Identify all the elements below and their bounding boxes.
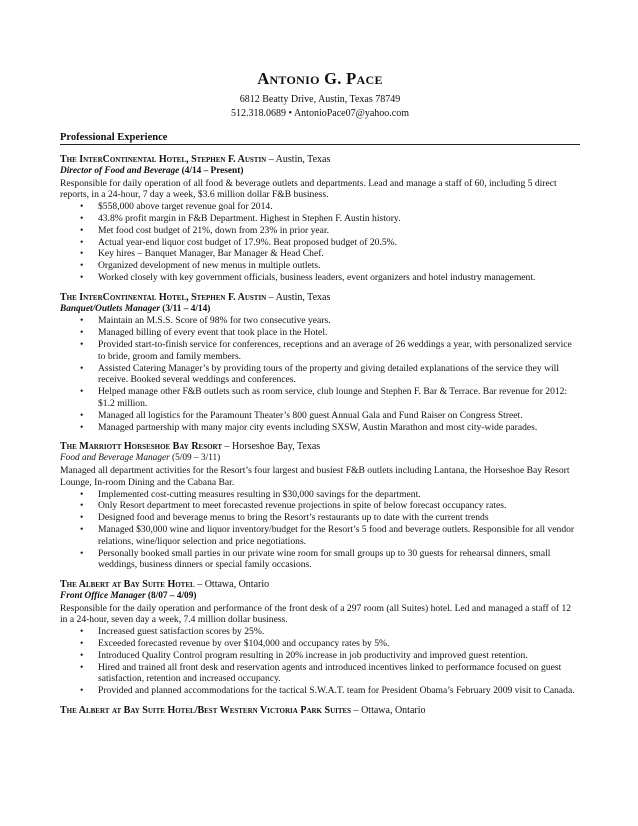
resume-page: [60, 0, 580, 717]
achievement-item: • $558,000 above target revenue goal for 2014.: [98, 201, 580, 213]
achievement-item: • 43.8% profit margin in F&B Department. Highest in Stephen F. Austin history.: [98, 213, 580, 225]
employer-name: The Albert at Bay Suite Hotel: [60, 579, 195, 591]
achievement-item: • Exceeded forecasted revenue by over $104,000 and occupancy rates by 5%.: [98, 638, 580, 650]
job-title: [60, 304, 580, 316]
achievement-item: • Introduced Quality Control program resulting in 20% increase in job productivity and improved guest retention.: [98, 650, 580, 662]
achievement-item: • Personally booked small parties in our private wine room for small groups up to 30 guests for rehearsal dinners, small weddings, business dinners or special family occasions.: [98, 548, 580, 572]
job-dates: (8/07 – 4/09): [145, 590, 197, 601]
achievement-item: • Assisted Catering Manager’s by providing tours of the property and giving detailed explanations of the service they will receive. Booked several weddings and conferences.: [98, 363, 580, 387]
achievement-item: • Provided start-to-finish service for conferences, receptions and an average of 26 weddings a year, with personalized service to bride, groom and family members.: [98, 339, 580, 363]
achievement-list: [60, 201, 580, 284]
job-employer: [60, 292, 580, 304]
job-dates: (4/14 – Present): [179, 165, 244, 176]
job-employer: [60, 154, 580, 166]
achievement-item: • Managed partnership with many major city events including SXSW, Austin Marathon and most city-wide parades.: [98, 422, 580, 434]
job-location: – Austin, Texas: [266, 154, 331, 165]
job-entry: [60, 579, 580, 697]
job-entry: [60, 154, 580, 284]
achievement-item: • Organized development of new menus in multiple outlets.: [98, 260, 580, 272]
achievement-item: • Managed billing of every event that took place in the Hotel.: [98, 327, 580, 339]
job-employer: [60, 705, 580, 717]
job-location: – Ottawa, Ontario: [194, 579, 270, 591]
address-line: 6812 Beatty Drive, Austin, Texas 78749: [239, 94, 401, 105]
job-dates: (5/09 – 3/11): [169, 453, 221, 464]
achievement-item: • Only Resort department to meet forecasted revenue projections in spite of below forecast occupancy rates.: [98, 500, 580, 512]
employer-name: The Albert at Bay Suite Hotel/Best Western Victoria Park Suites: [60, 705, 352, 717]
achievement-item: • Worked closely with key government officials, business leaders, event organizers and hotel industry management.: [98, 272, 580, 284]
employer-name: The InterContinental Hotel, Stephen F. Austin: [60, 291, 267, 303]
candidate-name: Antonio G. Pace: [257, 69, 383, 88]
job-location: – Austin, Texas: [266, 291, 331, 303]
job-entry: [60, 705, 580, 717]
job-role: Front Office Manager: [60, 590, 146, 601]
achievement-item: • Managed all logistics for the Paramount Theater’s 800 guest Annual Gala and Fund Raiser on Congress Street.: [98, 410, 580, 422]
job-location: – Ottawa, Ontario: [351, 705, 426, 717]
job-title: [60, 166, 580, 178]
job-description: Managed all department activities for the Resort’s four largest and busiest F&B outlets including Lantana, the Horseshoe Bay Resort Lounge, In-room Dining and the Cabana Bar.: [60, 464, 570, 488]
job-title: [60, 453, 580, 465]
job-dates: (3/11 – 4/14): [159, 303, 211, 314]
job-description: Responsible for daily operation of all food & beverage outlets and departments. Lead and manage a staff of 60, including 5 direct reports, in a 24-hour, 7 day a week, $3.6 million dollar F&B business.: [60, 177, 557, 201]
job-title: [60, 591, 580, 603]
achievement-item: • Increased guest satisfaction scores by 25%.: [98, 626, 580, 638]
achievement-item: • Implemented cost-cutting measures resulting in $30,000 savings for the department.: [98, 489, 580, 501]
job-role: Director of Food and Beverage: [60, 165, 180, 176]
job-role: Banquet/Outlets Manager: [60, 303, 160, 314]
employer-name: The InterContinental Hotel, Stephen F. Austin: [60, 154, 267, 165]
job-role: Food and Beverage Manager: [60, 453, 170, 464]
employer-name: The Marriott Horseshoe Bay Resort: [60, 441, 223, 453]
achievement-item: • Met food cost budget of 21%, down from 23% in prior year.: [98, 225, 580, 237]
job-entry: [60, 441, 580, 571]
achievement-list: [60, 315, 580, 433]
achievement-item: • Key hires – Banquet Manager, Bar Manager & Head Chef.: [98, 248, 580, 260]
job-employer: [60, 441, 580, 453]
job-location: – Horseshoe Bay, Texas: [222, 441, 321, 453]
job-entry: [60, 292, 580, 434]
achievement-item: • Provided and planned accommodations for the tactical S.W.A.T. team for President Obama’s February 2009 visit to Canada.: [98, 685, 580, 697]
experience-list: [60, 154, 580, 717]
achievement-item: • Maintain an M.S.S. Score of 98% for two consecutive years.: [98, 315, 580, 327]
achievement-list: [60, 489, 580, 572]
achievement-item: • Managed $30,000 wine and liquor inventory/budget for the Resort’s 5 food and beverage outlets. Responsible for all vendor relations, wine/liquor selection and price negotiations.: [98, 524, 580, 548]
achievement-list: [60, 626, 580, 697]
contact-line: 512.318.0689 • AntonioPace07@yahoo.com: [231, 108, 409, 119]
achievement-item: • Helped manage other F&B outlets such as room service, club lounge and Stephen F. Bar & Terrace. Bar revenue for 2012: $1.2 million.: [98, 386, 580, 410]
achievement-item: • Designed food and beverage menus to bring the Resort’s restaurants up to date with the current trends: [98, 512, 580, 524]
achievement-item: • Actual year-end liquor cost budget of 17.9%. Beat proposed budget of 20.5%.: [98, 237, 580, 249]
achievement-item: • Hired and trained all front desk and reservation agents and introduced incentives linked to performance focused on guest satisfaction, retention and increased occupancy.: [98, 662, 580, 686]
section-title: Professional Experience: [60, 132, 580, 145]
job-description: Responsible for the daily operation and performance of the front desk of a 297 room (all Suites) hotel. Led and managed a staff of 12 in a 24-hour, seven day a week, 7.4 million dollar business.: [60, 602, 572, 626]
job-employer: [60, 579, 580, 591]
